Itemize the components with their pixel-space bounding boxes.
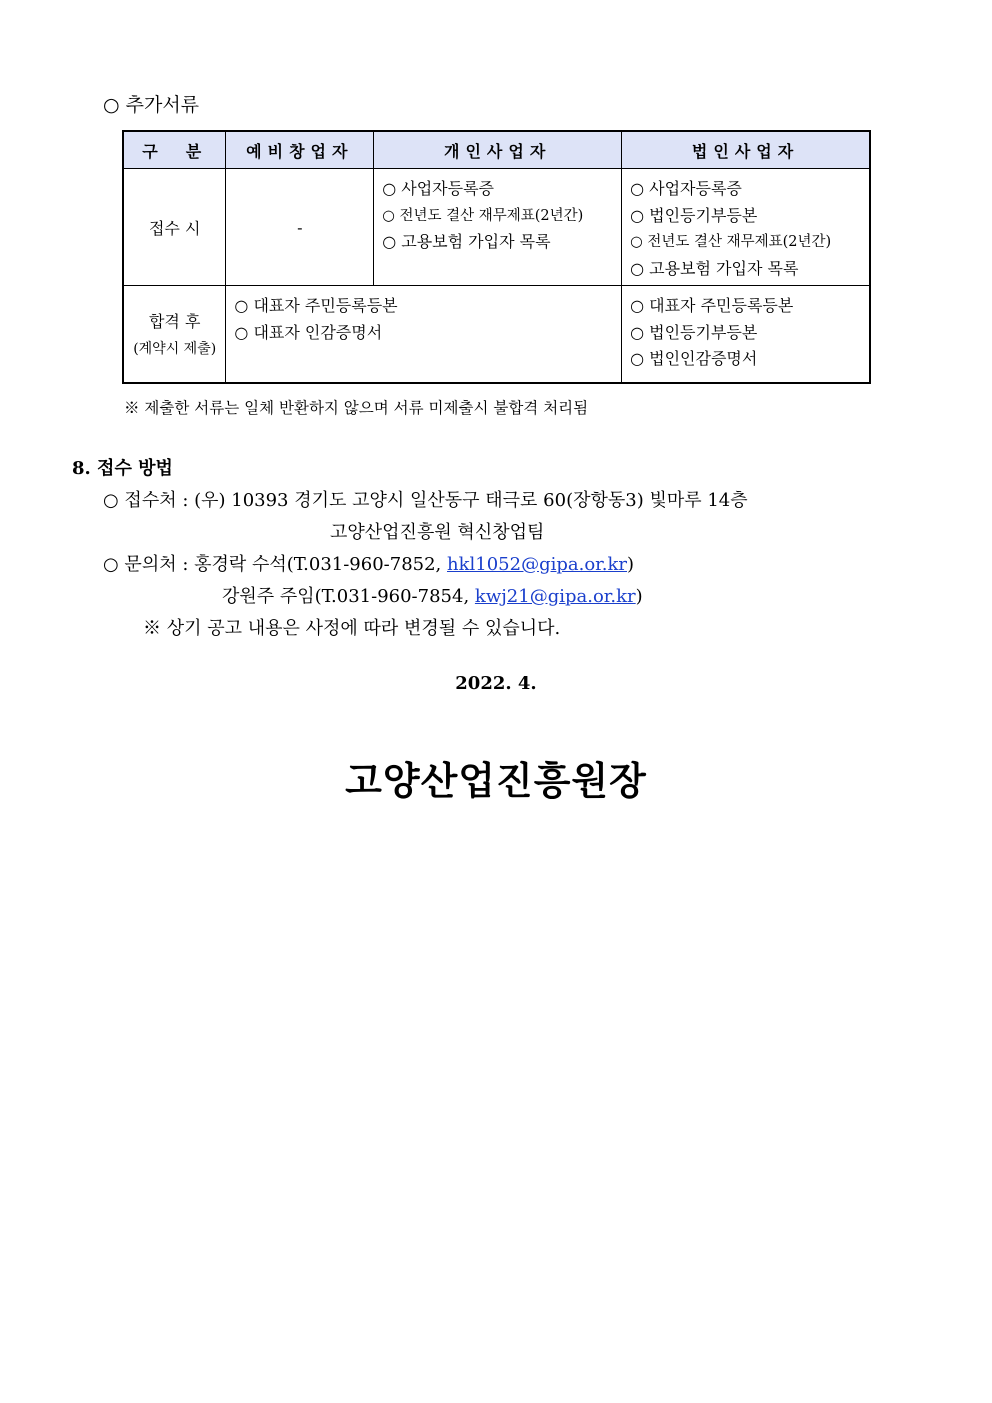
email-link-2[interactable]: kwj21@gipa.or.kr: [474, 586, 636, 607]
list-item: ○ 사업자등록증: [630, 179, 742, 198]
header-pre-founder: 예비창업자: [226, 131, 374, 169]
submission-note: ※ 제출한 서류는 일체 반환하지 않으며 서류 미제출시 불합격 처리됨: [124, 399, 589, 417]
inquiry-line-1: [103, 550, 634, 576]
inquiry-close-2: ): [635, 586, 643, 607]
list-item: ○ 법인등기부등본: [630, 322, 758, 342]
list-item: ○ 대표자 주민등록등본: [234, 296, 398, 315]
list-item: ○ 대표자 인감증명서: [234, 322, 383, 342]
list-item: ○ 고용보험 가입자 목록: [382, 232, 551, 251]
pre-and-individual-docs-cell: [226, 286, 622, 383]
corporate-docs-cell: [622, 169, 870, 286]
list-item: ○ 고용보험 가입자 목록: [630, 258, 799, 278]
corporate-after-pass-cell: [622, 286, 870, 383]
inquiry-line-2: [222, 582, 643, 608]
change-notice: ※ 상기 공고 내용은 사정에 따라 변경될 수 있습니다.: [143, 618, 561, 639]
additional-documents-table: [122, 130, 871, 384]
row-label-after-pass: [123, 286, 226, 383]
header-category: 구 분: [123, 131, 226, 169]
header-corporate-business: 법인사업자: [622, 131, 870, 169]
row-label-text: 합격 후: [148, 312, 201, 332]
row-label-at-application: [123, 169, 226, 286]
table-row-after-pass: [123, 286, 870, 383]
section-8-title: 8. 접수 방법: [72, 458, 173, 479]
signer-title: 고양산업진흥원장: [345, 758, 647, 803]
inquiry-text-1: ○ 문의처 : 홍경락 수석(T.031-960-7852,: [103, 554, 447, 575]
inquiry-text-2: 강원주 주임(T.031-960-7854,: [222, 586, 475, 607]
pre-founder-cell: -: [226, 169, 374, 286]
list-item: ○ 법인인감증명서: [630, 349, 758, 368]
document-date: 2022. 4.: [455, 673, 537, 694]
list-item: ○ 법인등기부등본: [630, 205, 758, 225]
table-row-at-application: [123, 169, 870, 286]
table-header-row: [123, 131, 870, 169]
list-item: ○ 대표자 주민등록등본: [630, 296, 794, 315]
list-item: ○ 전년도 결산 재무제표(2년간): [382, 207, 584, 224]
reception-team-line: 고양산업진흥원 혁신창업팀: [330, 522, 545, 543]
individual-docs-cell: [374, 169, 622, 286]
section-heading-additional-docs: ○ 추가서류: [103, 94, 200, 116]
inquiry-close-1: ): [627, 554, 635, 575]
list-item: ○ 전년도 결산 재무제표(2년간): [630, 234, 832, 250]
header-individual-business: 개인사업자: [374, 131, 622, 169]
row-label-subtext: (계약시 제출): [133, 341, 217, 358]
list-item: ○ 사업자등록증: [382, 179, 495, 198]
reception-address-line: ○ 접수처 : (우) 10393 경기도 고양시 일산동구 태극로 60(장항동3) 빛마루 14층: [103, 490, 748, 511]
row-label-text: 접수 시: [148, 218, 201, 238]
email-link-1[interactable]: hkl1052@gipa.or.kr: [447, 554, 628, 575]
